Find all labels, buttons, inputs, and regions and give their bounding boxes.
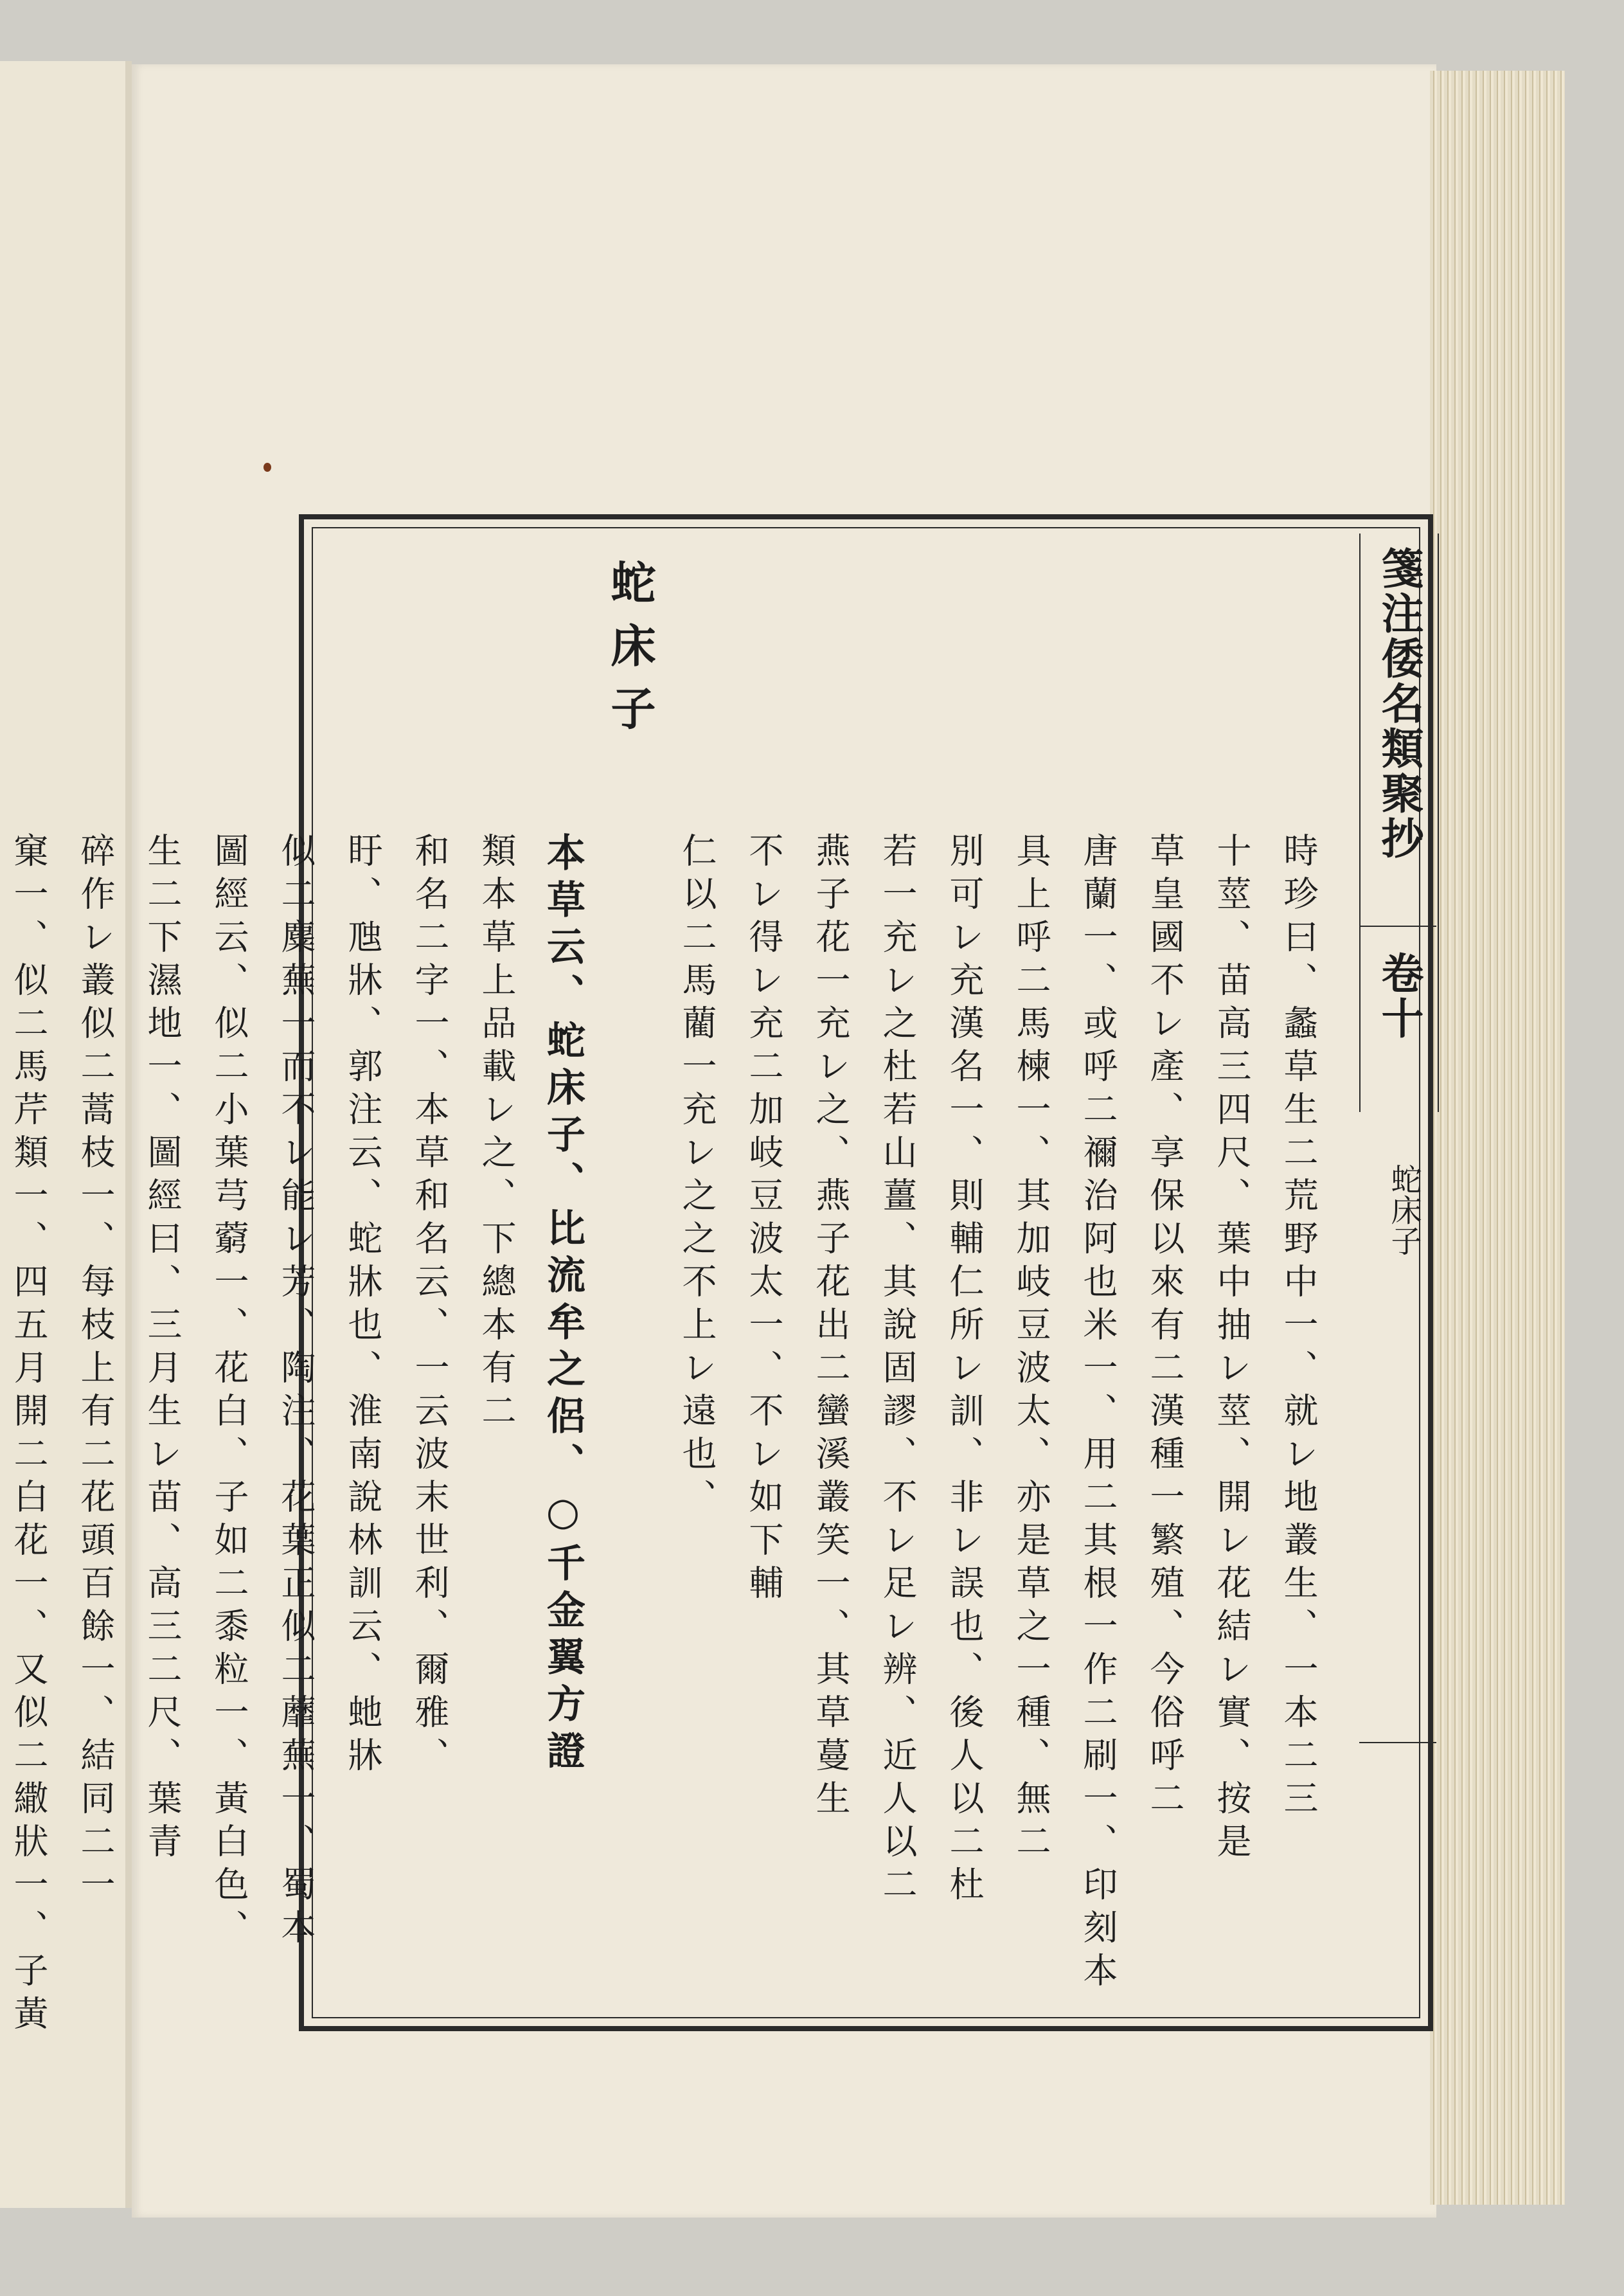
text-column: 別可レ充漢名一、則輔仁所レ訓、非レ誤也、後人以二杜 — [944, 832, 985, 1909]
margin-rule-bottom — [1359, 1742, 1436, 1743]
text-column-lead: 本草云、蛇床子、比流牟之侶、○千金翼方證 — [540, 832, 585, 1777]
text-column: 唐蘭一、或呼二禰治阿也米一、用二其根一作二刷一、印刻本 — [1078, 832, 1118, 1995]
margin-rule-top — [1359, 926, 1436, 927]
text-column: 圖經云、似二小葉芎藭一、花白、子如二黍粒一、黃白色、 — [209, 832, 249, 1952]
text-column: 燕子花一充レ之、燕子花出二蠻溪叢笑一、其草蔓生 — [810, 832, 851, 1823]
text-column: 生二下濕地一、圖經曰、三月生レ苗、高三二尺、葉青 — [142, 832, 183, 1866]
paper-stain — [263, 463, 271, 472]
entry-title: 蛇床子 — [603, 559, 657, 748]
text-column: 碎作レ叢似二蒿枝一、每枝上有二花頭百餘一、結同二一 — [75, 832, 116, 1909]
text-column: 似二麋蕪一而不レ能レ芳、陶注、花葉正似二蘼蕪一、蜀本 — [276, 832, 316, 1952]
text-column: 草皇國不レ產、享保以來有二漢種一繁殖、今俗呼二 — [1145, 832, 1185, 1823]
section-label: 蛇床子 — [1386, 1163, 1422, 1256]
text-column: 十莖、苗高三四尺、葉中抽レ莖、開レ花結レ實、按是 — [1211, 832, 1252, 1866]
text-column: 若一充レ之杜若山薑、其說固謬、不レ足レ辨、近人以二 — [877, 832, 918, 1909]
text-column: 窠一、似二馬芹類一、四五月開二白花一、又似二繖狀一、子黃 — [8, 832, 49, 2038]
text-column: 仁以二馬藺一充レ之之不上レ遠也、 — [677, 832, 717, 1521]
text-column: 不レ得レ充二加岐豆波太一、不レ如下輔 — [744, 832, 784, 1608]
book-title: 箋注倭名類聚抄 — [1374, 546, 1424, 861]
text-column: 盱、虺牀、郭注云、蛇牀也、淮南說林訓云、虵牀 — [343, 832, 383, 1780]
text-column: 具上呼二馬楝一、其加岐豆波太、亦是草之一種、無二 — [1011, 832, 1051, 1866]
volume-label: 卷十 — [1374, 951, 1424, 1041]
text-column: 和名二字一、本草和名云、一云波末世利、爾雅、 — [409, 832, 450, 1780]
page-edges — [1430, 71, 1565, 2205]
text-column: 類本草上品載レ之、下總本有二 — [476, 832, 517, 1435]
text-column: 時珍曰、蠡草生二荒野中一、就レ地叢生、一本二三 — [1278, 832, 1319, 1823]
